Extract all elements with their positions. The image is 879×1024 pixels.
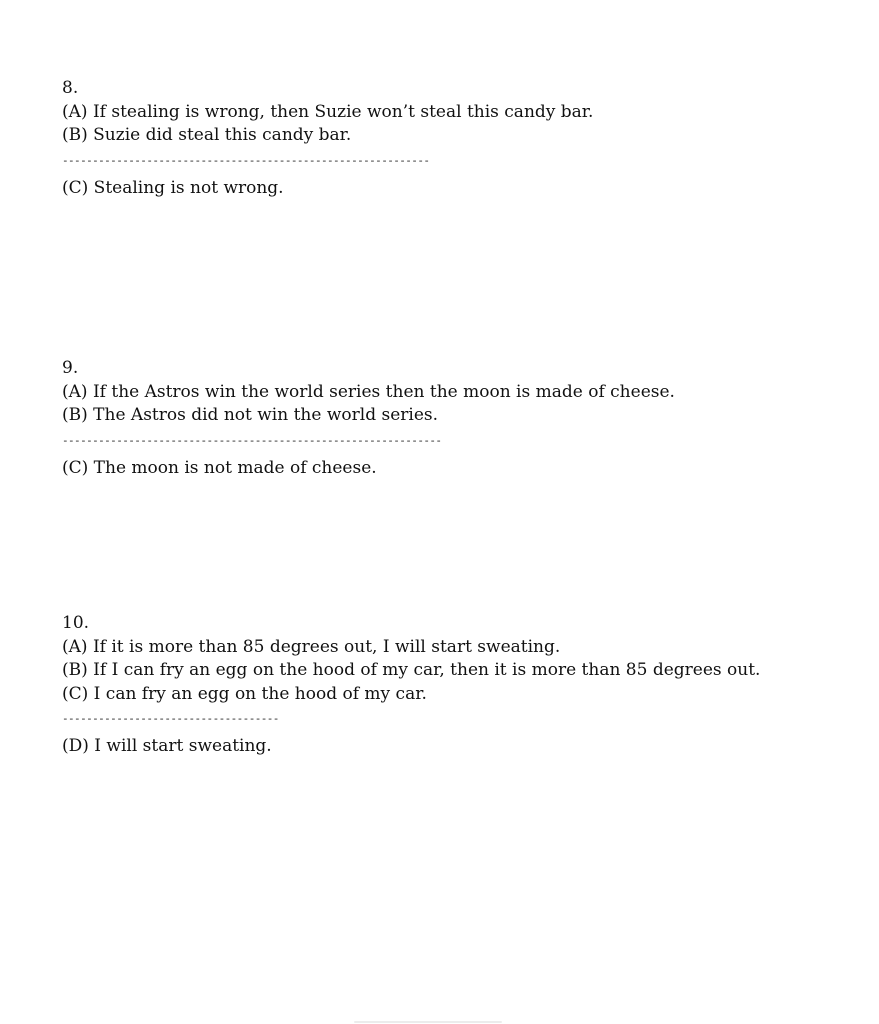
premise-b: (B) If I can fry an egg on the hood of my car, then it is more than 85 degrees out. bbox=[62, 660, 761, 680]
premise-a: (A) If stealing is wrong, then Suzie won’t steal this candy bar. bbox=[62, 101, 594, 122]
conclusion-divider: ------------------------------------ bbox=[62, 712, 279, 725]
conclusion-divider: ------------------------------------------------------------- bbox=[62, 153, 430, 167]
premise-a: (A) If it is more than 85 degrees out, I will start sweating. bbox=[62, 636, 561, 657]
conclusion-divider: --------------------------------------------------------------- bbox=[62, 433, 442, 447]
problem-number: 8. bbox=[62, 78, 79, 98]
premise-a: (A) If the Astros win the world series then the moon is made of cheese. bbox=[62, 381, 675, 402]
conclusion: (C) Stealing is not wrong. bbox=[62, 177, 284, 198]
problem-number: 10. bbox=[62, 613, 90, 633]
problem-9 bbox=[62, 357, 822, 480]
premise-b: (B) The Astros did not win the world series. bbox=[62, 405, 439, 425]
page-bottom-divider bbox=[354, 1021, 502, 1023]
problem-number: 9. bbox=[62, 358, 79, 378]
conclusion: (C) The moon is not made of cheese. bbox=[62, 457, 377, 478]
problem-8 bbox=[62, 77, 822, 200]
premise-b: (B) Suzie did steal this candy bar. bbox=[62, 125, 352, 145]
problem-10 bbox=[62, 612, 822, 759]
conclusion: (D) I will start sweating. bbox=[62, 736, 272, 756]
premise-c: (C) I can fry an egg on the hood of my car. bbox=[62, 683, 427, 704]
